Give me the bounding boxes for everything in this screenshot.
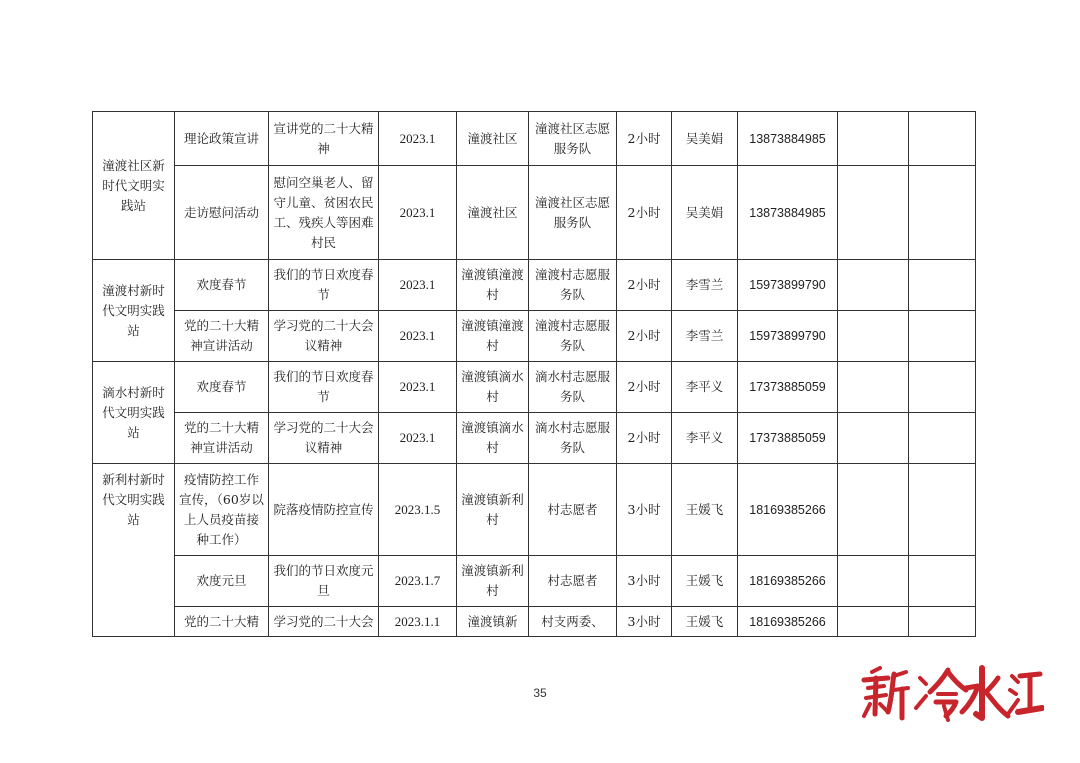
date-cell: 2023.1	[379, 413, 457, 464]
contact-cell: 王媛飞	[672, 607, 738, 637]
duration-cell: 2小时	[617, 112, 672, 166]
location-cell: 潼渡社区	[457, 166, 529, 260]
activity-cell: 欢度春节	[175, 260, 269, 311]
phone-cell: 17373885059	[738, 413, 838, 464]
page-number: 35	[533, 686, 547, 700]
duration-cell: 3小时	[617, 464, 672, 556]
extra-cell	[909, 311, 976, 362]
extra-cell	[909, 413, 976, 464]
xin-lengshuijiang-logo	[858, 662, 1044, 728]
activity-cell: 疫情防控工作宣传，（60岁以上人员疫苗接种工作）	[175, 464, 269, 556]
duration-cell: 3小时	[617, 607, 672, 637]
extra-cell	[909, 362, 976, 413]
team-cell: 村志愿者	[529, 464, 617, 556]
table-row	[93, 464, 976, 556]
contact-cell: 李平义	[672, 413, 738, 464]
location-cell: 潼渡镇新利村	[457, 556, 529, 607]
date-cell: 2023.1.7	[379, 556, 457, 607]
extra-cell	[909, 166, 976, 260]
content-cell: 我们的节日欢度春节	[269, 362, 379, 413]
date-cell: 2023.1	[379, 311, 457, 362]
contact-cell: 李雪兰	[672, 260, 738, 311]
team-cell: 滴水村志愿服务队	[529, 362, 617, 413]
extra-cell	[838, 362, 909, 413]
extra-cell	[838, 464, 909, 556]
phone-cell: 18169385266	[738, 464, 838, 556]
date-cell: 2023.1	[379, 112, 457, 166]
extra-cell	[909, 260, 976, 311]
duration-cell: 3小时	[617, 556, 672, 607]
team-cell: 潼渡村志愿服务队	[529, 260, 617, 311]
phone-cell: 15973899790	[738, 311, 838, 362]
phone-cell: 18169385266	[738, 607, 838, 637]
duration-cell: 2小时	[617, 260, 672, 311]
extra-cell	[909, 464, 976, 556]
extra-cell	[838, 311, 909, 362]
location-cell: 潼渡社区	[457, 112, 529, 166]
site-cell: 新利村新时代文明实践站	[93, 464, 175, 637]
table-row	[93, 607, 976, 637]
location-cell: 潼渡镇新利村	[457, 464, 529, 556]
content-cell: 学习党的二十大会议精神	[269, 311, 379, 362]
activity-table	[92, 111, 976, 637]
site-cell: 潼渡社区新时代文明实践站	[93, 112, 175, 260]
activity-cell: 党的二十大精神宣讲活动	[175, 413, 269, 464]
extra-cell	[909, 112, 976, 166]
duration-cell: 2小时	[617, 166, 672, 260]
location-cell: 潼渡镇滴水村	[457, 413, 529, 464]
extra-cell	[838, 260, 909, 311]
activity-cell: 走访慰问活动	[175, 166, 269, 260]
team-cell: 滴水村志愿服务队	[529, 413, 617, 464]
site-cell: 滴水村新时代文明实践站	[93, 362, 175, 464]
contact-cell: 李雪兰	[672, 311, 738, 362]
extra-cell	[838, 166, 909, 260]
duration-cell: 2小时	[617, 362, 672, 413]
table-row	[93, 413, 976, 464]
content-cell: 我们的节日欢度春节	[269, 260, 379, 311]
phone-cell: 13873884985	[738, 166, 838, 260]
contact-cell: 王媛飞	[672, 464, 738, 556]
extra-cell	[909, 607, 976, 637]
duration-cell: 2小时	[617, 413, 672, 464]
site-cell: 潼渡村新时代文明实践站	[93, 260, 175, 362]
contact-cell: 吴美娟	[672, 112, 738, 166]
location-cell: 潼渡镇新	[457, 607, 529, 637]
activity-cell: 理论政策宣讲	[175, 112, 269, 166]
date-cell: 2023.1	[379, 362, 457, 413]
content-cell: 学习党的二十大会	[269, 607, 379, 637]
date-cell: 2023.1	[379, 260, 457, 311]
table-row	[93, 311, 976, 362]
location-cell: 潼渡镇潼渡村	[457, 311, 529, 362]
table-row	[93, 112, 976, 166]
location-cell: 潼渡镇滴水村	[457, 362, 529, 413]
table-row	[93, 362, 976, 413]
table-row	[93, 166, 976, 260]
extra-cell	[909, 556, 976, 607]
location-cell: 潼渡镇潼渡村	[457, 260, 529, 311]
team-cell: 潼渡社区志愿服务队	[529, 112, 617, 166]
date-cell: 2023.1.5	[379, 464, 457, 556]
activity-cell: 欢度元旦	[175, 556, 269, 607]
team-cell: 村志愿者	[529, 556, 617, 607]
phone-cell: 13873884985	[738, 112, 838, 166]
content-cell: 宣讲党的二十大精神	[269, 112, 379, 166]
extra-cell	[838, 413, 909, 464]
date-cell: 2023.1	[379, 166, 457, 260]
contact-cell: 李平义	[672, 362, 738, 413]
activity-cell: 欢度春节	[175, 362, 269, 413]
activity-cell: 党的二十大精神宣讲活动	[175, 311, 269, 362]
content-cell: 学习党的二十大会议精神	[269, 413, 379, 464]
phone-cell: 15973899790	[738, 260, 838, 311]
contact-cell: 吴美娟	[672, 166, 738, 260]
contact-cell: 王媛飞	[672, 556, 738, 607]
extra-cell	[838, 112, 909, 166]
content-cell: 我们的节日欢度元旦	[269, 556, 379, 607]
content-cell: 慰问空巢老人、留守儿童、贫困农民工、残疾人等困难村民	[269, 166, 379, 260]
team-cell: 潼渡社区志愿服务队	[529, 166, 617, 260]
date-cell: 2023.1.1	[379, 607, 457, 637]
content-cell: 院落疫情防控宣传	[269, 464, 379, 556]
phone-cell: 18169385266	[738, 556, 838, 607]
extra-cell	[838, 556, 909, 607]
team-cell: 村支两委、	[529, 607, 617, 637]
extra-cell	[838, 607, 909, 637]
duration-cell: 2小时	[617, 311, 672, 362]
activity-cell: 党的二十大精	[175, 607, 269, 637]
team-cell: 潼渡村志愿服务队	[529, 311, 617, 362]
table-row	[93, 260, 976, 311]
table-row	[93, 556, 976, 607]
phone-cell: 17373885059	[738, 362, 838, 413]
